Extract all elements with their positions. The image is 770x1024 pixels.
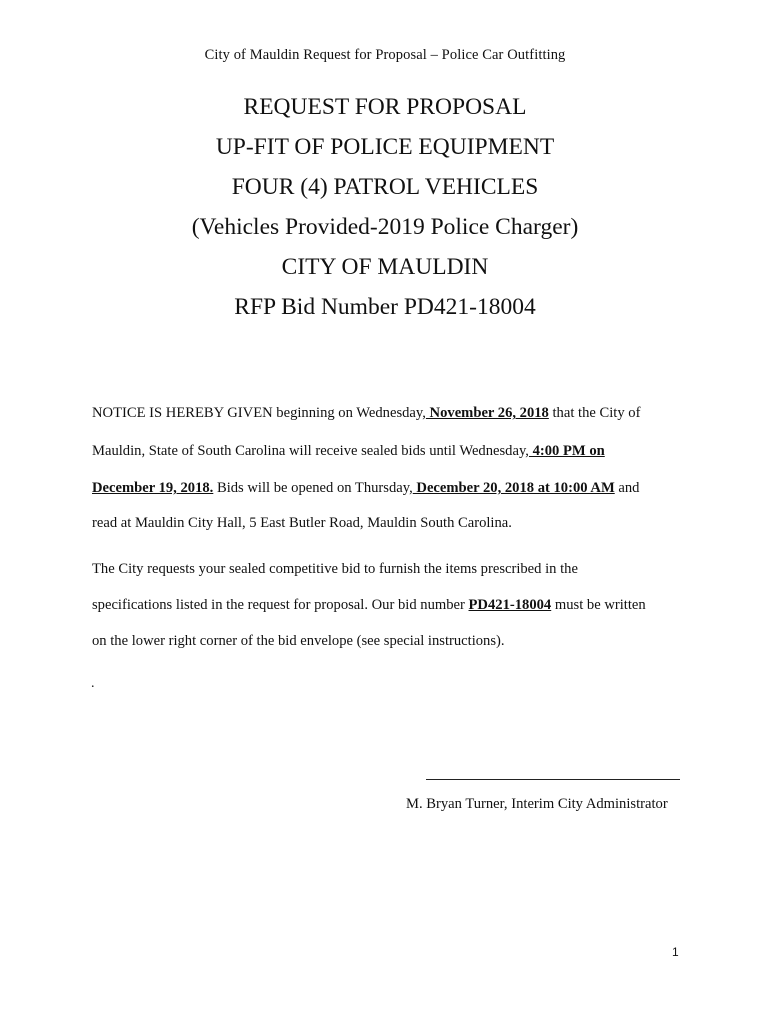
title-block (0, 90, 770, 330)
signature-line (426, 779, 680, 780)
start-date: November 26, 2018 (425, 405, 549, 421)
opening-date: December 20, 2018 at 10:00 AM (412, 480, 615, 496)
request-line-3: on the lower right corner of the bid envelope (see special instructions). (92, 633, 505, 649)
notice-line-3: December 19, 2018. Bids will be opened on Thursday, December 20, 2018 at 10:00 AM and (92, 480, 640, 496)
notice-line-1: NOTICE IS HEREBY GIVEN beginning on Wednesday, November 26, 2018 that the City of (92, 405, 641, 421)
running-header: City of Mauldin Request for Proposal – Police Car Outfitting (204, 47, 566, 63)
signatory-name: M. Bryan Turner, Interim City Administrator (406, 796, 668, 812)
title-line-4: (Vehicles Provided-2019 Police Charger) (191, 214, 579, 240)
request-line-1: The City requests your sealed competitive bid to furnish the items prescribed in the (92, 561, 578, 577)
page-number: 1 (672, 945, 679, 959)
notice-line-2: Mauldin, State of South Carolina will receive sealed bids until Wednesday, 4:00 PM on (92, 443, 605, 459)
deadline-time: 4:00 PM on (528, 443, 605, 459)
title-line-5: CITY OF MAULDIN (281, 254, 489, 280)
stray-mark: . (91, 676, 95, 691)
title-line-1: REQUEST FOR PROPOSAL (243, 94, 527, 120)
title-line-2: UP-FIT OF POLICE EQUIPMENT (215, 134, 555, 160)
bid-number: PD421-18004 (468, 597, 552, 613)
deadline-date: December 19, 2018. (92, 480, 214, 496)
notice-line-4: read at Mauldin City Hall, 5 East Butler Road, Mauldin South Carolina. (92, 515, 512, 531)
title-line-3: FOUR (4) PATROL VEHICLES (231, 174, 539, 200)
request-line-2: specifications listed in the request for proposal. Our bid number PD421-18004 must be written (92, 597, 646, 613)
title-line-6: RFP Bid Number PD421-18004 (234, 294, 536, 320)
